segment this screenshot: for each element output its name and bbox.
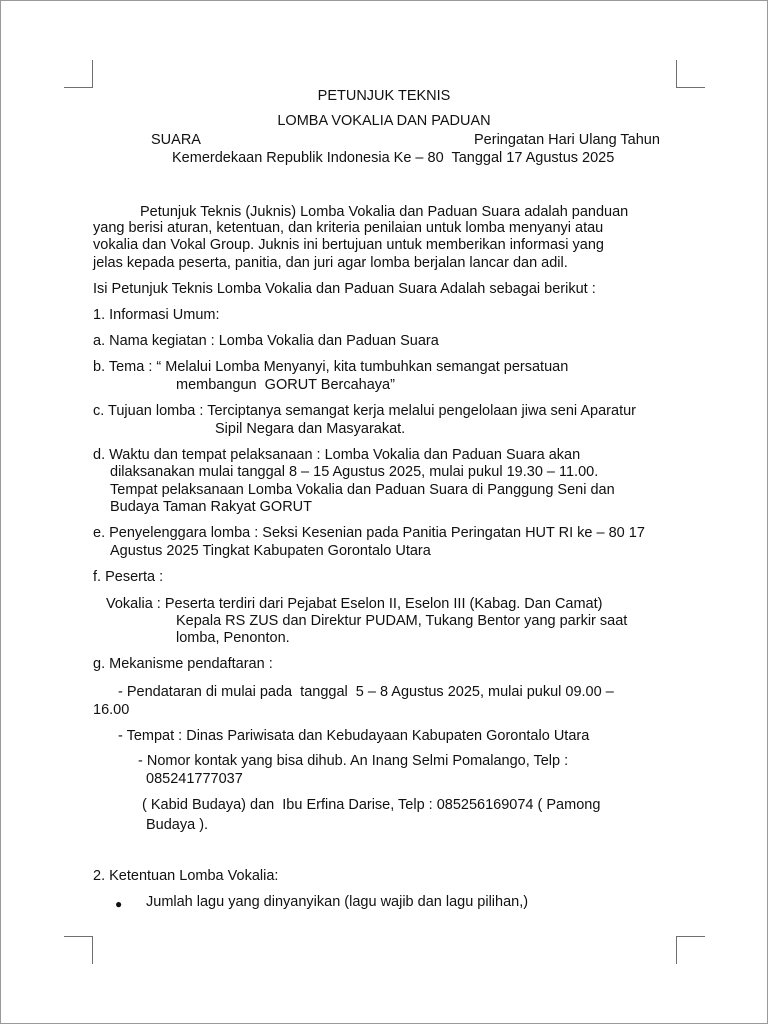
isi-statement: Isi Petunjuk Teknis Lomba Vokalia dan Paduan Suara Adalah sebagai berikut : [93, 281, 596, 297]
item-g-pendaftaran-cont: 16.00 [93, 702, 130, 718]
item-d: d. Waktu dan tempat pelaksanaan : Lomba Vokalia dan Paduan Suara akan [93, 447, 581, 463]
item-f-vokalia: Vokalia : Peserta terdiri dari Pejabat Eselon II, Eselon III (Kabag. Dan Camat) [106, 596, 603, 612]
item-f: f. Peserta : [93, 569, 164, 585]
item-d-cont: Tempat pelaksanaan Lomba Vokalia dan Paduan Suara di Panggung Seni dan [110, 482, 615, 498]
item-g-pendaftaran: - Pendataran di mulai pada tanggal 5 – 8 Agustus 2025, mulai pukul 09.00 – [118, 684, 614, 700]
item-d-cont: Budaya Taman Rakyat GORUT [110, 499, 313, 515]
item-a: a. Nama kegiatan : Lomba Vokalia dan Paduan Suara [93, 333, 439, 349]
section2-heading: 2. Ketentuan Lomba Vokalia: [93, 868, 279, 884]
item-b-cont: membangun GORUT Bercahaya” [176, 377, 395, 393]
intro-line: yang berisi aturan, ketentuan, dan kriteria penilaian untuk lomba menyanyi atau [93, 220, 604, 236]
item-e-cont: Agustus 2025 Tingkat Kabupaten Gorontalo Utara [110, 543, 431, 559]
item-g-tempat: - Tempat : Dinas Pariwisata dan Kebudayaan Kabupaten Gorontalo Utara [118, 728, 590, 744]
item-g: g. Mekanisme pendaftaran : [93, 656, 273, 672]
section2-bullet-text: Jumlah lagu yang dinyanyikan (lagu wajib dan lagu pilihan,) [146, 894, 529, 910]
item-f-cont: Kepala RS ZUS dan Direktur PUDAM, Tukang Bentor yang parkir saat [176, 613, 628, 629]
doc-title: PETUNJUK TEKNIS [317, 88, 451, 104]
section1-heading: 1. Informasi Umum: [93, 307, 220, 323]
intro-line: vokalia dan Vokal Group. Juknis ini bertujuan untuk memberikan informasi yang [93, 237, 604, 253]
item-f-cont: lomba, Penonton. [176, 630, 290, 646]
item-g-kontak2: ( Kabid Budaya) dan Ibu Erfina Darise, Telp : 085256169074 ( Pamong [142, 797, 601, 813]
crop-mark-bottom-right [676, 936, 705, 937]
item-g-kontak2-cont: Budaya ). [146, 817, 209, 833]
bullet-icon: ● [115, 897, 123, 911]
crop-mark-bottom-left [92, 936, 93, 964]
crop-mark-top-right [676, 60, 677, 88]
doc-subtitle-suara: SUARA [151, 132, 201, 148]
crop-mark-bottom-right [676, 936, 677, 964]
doc-subtitle-peringatan: Peringatan Hari Ulang Tahun [474, 132, 660, 148]
item-d-cont: dilaksanakan mulai tanggal 8 – 15 Agustus 2025, mulai pukul 19.30 – 11.00. [110, 464, 599, 480]
item-g-kontak: - Nomor kontak yang bisa dihub. An Inang Selmi Pomalango, Telp : [138, 753, 569, 769]
item-c-cont: Sipil Negara dan Masyarakat. [215, 421, 406, 437]
item-g-kontak-cont: 085241777037 [146, 771, 243, 787]
crop-mark-top-left [92, 60, 93, 88]
crop-mark-bottom-left [64, 936, 93, 937]
intro-line: jelas kepada peserta, panitia, dan juri agar lomba berjalan lancar dan adil. [93, 255, 568, 271]
doc-subtitle-kemerdekaan: Kemerdekaan Republik Indonesia Ke – 80 Tanggal 17 Agustus 2025 [172, 150, 615, 166]
item-c: c. Tujuan lomba : Terciptanya semangat kerja melalui pengelolaan jiwa seni Aparatur [93, 403, 636, 419]
item-e: e. Penyelenggara lomba : Seksi Kesenian pada Panitia Peringatan HUT RI ke – 80 17 [93, 525, 645, 541]
doc-subtitle: LOMBA VOKALIA DAN PADUAN [277, 113, 491, 129]
intro-line: Petunjuk Teknis (Juknis) Lomba Vokalia dan Paduan Suara adalah panduan [140, 204, 629, 220]
item-b: b. Tema : “ Melalui Lomba Menyanyi, kita tumbuhkan semangat persatuan [93, 359, 569, 375]
